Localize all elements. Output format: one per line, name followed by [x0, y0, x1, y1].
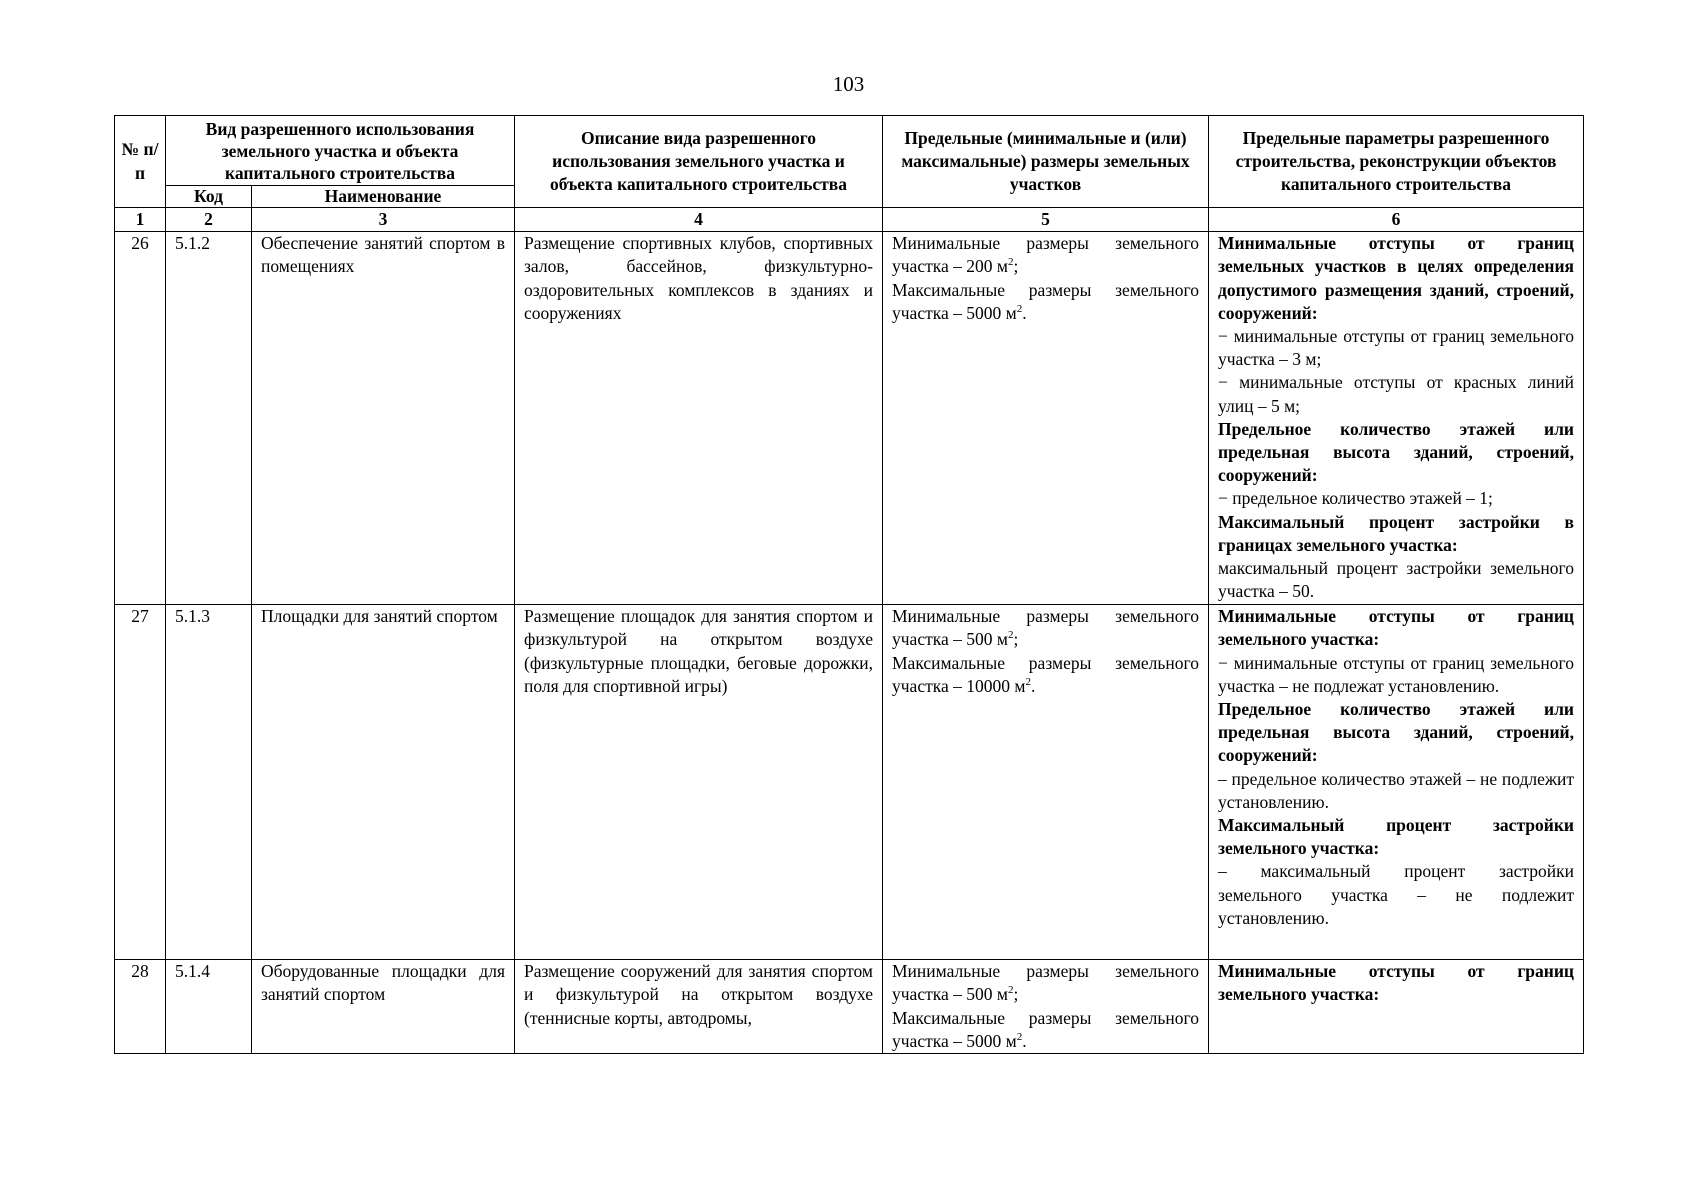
params-line: максимальный процент застройки земельного участка – 50.: [1218, 558, 1574, 602]
row-description: Размещение площадок для занятия спортом и физкультурой на открытом воздухе (физкультурные площадки, беговые дорожки, поля для спортивной игры): [515, 605, 883, 960]
params-line: − минимальные отступы от красных линий улиц – 5 м;: [1218, 372, 1574, 416]
row-description: Размещение сооружений для занятия спортом и физкультурой на открытом воздухе (теннисные корты, автодромы,: [515, 960, 883, 1054]
row-name: Оборудованные площадки для занятий спортом: [252, 960, 515, 1054]
header-number-4: 4: [515, 208, 883, 232]
table-row: [115, 605, 1584, 960]
page-number: 103: [832, 72, 865, 96]
header-col-params: Предельные параметры разрешенного строительства, реконструкции объектов капитального строительства: [1209, 116, 1584, 208]
header-number-6: 6: [1209, 208, 1584, 232]
row-sizes: Минимальные размеры земельного участка – 500 $м^2$; Максимальные размеры земельного участка – 10000 $м^2$.: [883, 605, 1209, 960]
row-sizes: Минимальные размеры земельного участка – 200 $м^2$; Максимальные размеры земельного участка – 5000 $м^2$.: [883, 232, 1209, 605]
header-number-5: 5: [883, 208, 1209, 232]
header-col-code: Код: [166, 186, 252, 208]
params-line: Минимальные отступы от границ земельного участка:: [1218, 961, 1574, 1005]
header-col-num: № п/п: [115, 116, 166, 208]
row-code: 5.1.3: [166, 605, 252, 960]
params-line: − предельное количество этажей – 1;: [1218, 488, 1493, 509]
row-sizes: Минимальные размеры земельного участка – 500 $м^2$; Максимальные размеры земельного участка – 5000 $м^2$.: [883, 960, 1209, 1054]
header-col-description: Описание вида разрешенного использования земельного участка и объекта капитального строительства: [515, 116, 883, 208]
params-line: Предельное количество этажей или предельная высота зданий, строений, сооружений:: [1218, 418, 1574, 486]
row-params: [1209, 605, 1584, 960]
row-num: 26: [115, 232, 166, 605]
table-row: [115, 960, 1584, 1054]
params-line: Максимальный процент застройки в границах земельного участка:: [1218, 511, 1574, 555]
params-line: – максимальный процент застройки земельного участка – не подлежит установлению.: [1218, 861, 1574, 928]
row-description: Размещение спортивных клубов, спортивных залов, бассейнов, физкультурно-оздоровительных комплексов в зданиях и сооружениях: [515, 232, 883, 605]
row-params: [1209, 960, 1584, 1054]
land-use-table: [114, 115, 1584, 1054]
header-number-3: 3: [252, 208, 515, 232]
row-name: Площадки для занятий спортом: [252, 605, 515, 960]
header-number-1: 1: [115, 208, 166, 232]
header-number-2: 2: [166, 208, 252, 232]
row-num: 27: [115, 605, 166, 960]
row-params: [1209, 232, 1584, 605]
params-line: Минимальные отступы от границ земельных участков в целях определения допустимого размещения зданий, строений, сооружений:: [1218, 233, 1574, 323]
row-num: 28: [115, 960, 166, 1054]
header-col-type-group: Вид разрешенного использования земельного участка и объекта капитального строительства: [166, 116, 515, 186]
params-line: − минимальные отступы от границ земельного участка – 3 м;: [1218, 326, 1574, 370]
params-line: − минимальные отступы от границ земельного участка – не подлежат установлению.: [1218, 652, 1574, 696]
params-line: Максимальный процент застройки земельного участка:: [1218, 815, 1574, 859]
params-line: – предельное количество этажей – не подлежит установлению.: [1218, 768, 1574, 812]
header-col-sizes: Предельные (минимальные и (или) максимальные) размеры земельных участков: [883, 116, 1209, 208]
row-code: 5.1.2: [166, 232, 252, 605]
row-name: Обеспечение занятий спортом в помещениях: [252, 232, 515, 605]
table-row: [115, 232, 1584, 605]
header-col-name: Наименование: [252, 186, 515, 208]
params-line: Минимальные отступы от границ земельного участка:: [1218, 606, 1574, 650]
params-line: Предельное количество этажей или предельная высота зданий, строений, сооружений:: [1218, 699, 1574, 766]
row-code: 5.1.4: [166, 960, 252, 1054]
